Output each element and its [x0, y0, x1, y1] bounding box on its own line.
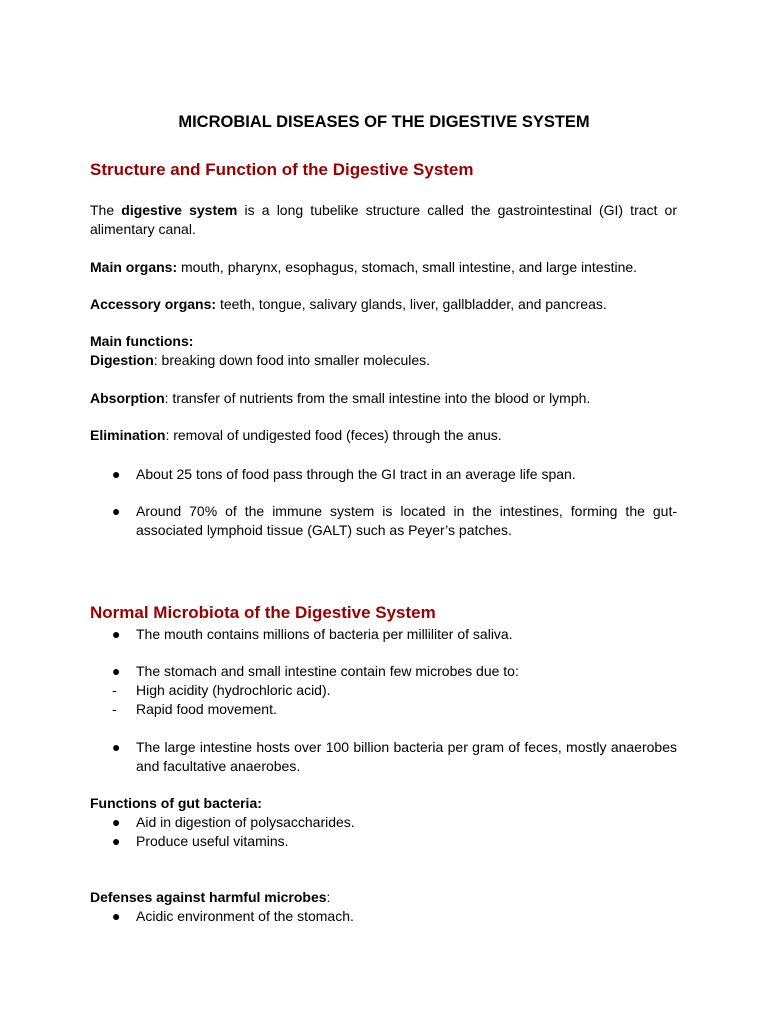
dash-item-text: Rapid food movement. — [136, 701, 277, 717]
list-item-text: Aid in digestion of polysaccharides. — [136, 814, 355, 830]
elimination-line — [90, 426, 677, 445]
bullet-marker: ● — [112, 663, 121, 679]
bullet-marker: ● — [112, 466, 121, 482]
defenses-label-line — [90, 888, 677, 907]
dash-item-text: High acidity (hydrochloric acid). — [136, 682, 331, 698]
section-heading-normal-microbiota: Normal Microbiota of the Digestive System — [90, 603, 436, 622]
dash-marker: - — [112, 682, 117, 698]
defenses-colon: : — [326, 889, 331, 905]
list-item-text: Acidic environment of the stomach. — [136, 908, 354, 924]
absorption-label: Absorption — [90, 390, 165, 406]
bullet-marker: ● — [112, 814, 121, 830]
bullet-marker: ● — [112, 739, 121, 755]
digestion-text: : breaking down food into smaller molecules. — [153, 352, 431, 368]
defenses-label: Defenses against harmful microbes — [90, 889, 327, 905]
accessory-organs-text: teeth, tongue, salivary glands, liver, gallbladder, and pancreas. — [216, 296, 607, 312]
intro-bold-term: digestive system — [121, 202, 238, 218]
bullet-marker: ● — [112, 908, 121, 924]
bullet-marker: ● — [112, 626, 121, 642]
intro-paragraph — [90, 201, 677, 239]
digestion-line — [90, 351, 677, 370]
absorption-line — [90, 389, 677, 408]
accessory-organs-line — [90, 295, 677, 314]
list-item-text: The mouth contains millions of bacteria per milliliter of saliva. — [136, 626, 513, 642]
functions-of-gut-bacteria-label: Functions of gut bacteria: — [90, 795, 262, 811]
bullet-marker: ● — [112, 833, 121, 849]
list-item-text: The large intestine hosts over 100 billion bacteria per gram of feces, mostly anaerobes and facultative anaerobes. — [136, 739, 677, 774]
list-item-text: About 25 tons of food pass through the GI tract in an average life span. — [136, 466, 576, 482]
document-title: MICROBIAL DISEASES OF THE DIGESTIVE SYSTEM — [178, 113, 590, 131]
main-organs-label: Main organs: — [90, 259, 178, 275]
main-functions-label: Main functions: — [90, 333, 194, 349]
main-organs-line — [90, 258, 677, 277]
accessory-organs-label: Accessory organs: — [90, 296, 217, 312]
absorption-text: : transfer of nutrients from the small intestine into the blood or lymph. — [164, 390, 591, 406]
elimination-label: Elimination — [90, 427, 166, 443]
list-item-text: Around 70% of the immune system is located in the intestines, forming the gut-associated lymphoid tissue (GALT) such as Peyer’s patches. — [136, 503, 677, 538]
intro-text-pre: The — [90, 202, 122, 218]
elimination-text: : removal of undigested food (feces) through the anus. — [165, 427, 502, 443]
digestion-label: Digestion — [90, 352, 154, 368]
section-heading-structure-function: Structure and Function of the Digestive System — [90, 160, 474, 179]
list-item-text: Produce useful vitamins. — [136, 833, 289, 849]
main-organs-text: mouth, pharynx, esophagus, stomach, small intestine, and large intestine. — [177, 259, 638, 275]
list-item-text: The stomach and small intestine contain few microbes due to: — [136, 663, 519, 679]
dash-marker: - — [112, 701, 117, 717]
bullet-marker: ● — [112, 503, 121, 519]
intro-text-post: is a long tubelike structure called the gastrointestinal (GI) tract or alimentary canal. — [90, 202, 678, 237]
